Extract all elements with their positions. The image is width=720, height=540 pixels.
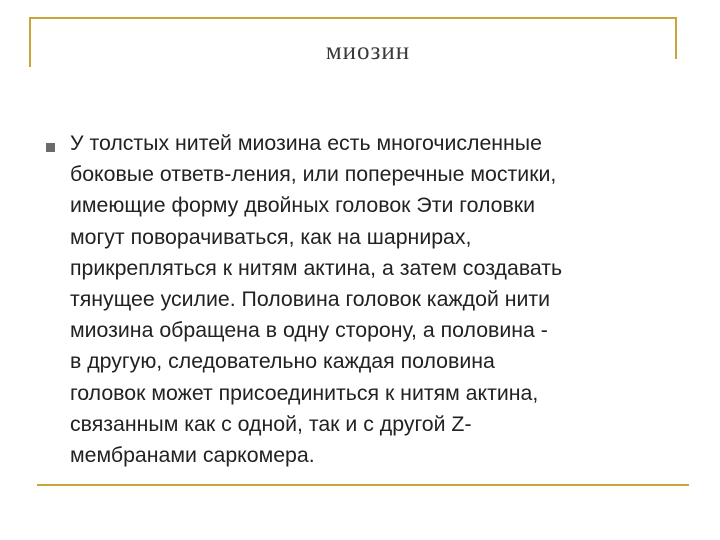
square-bullet-icon bbox=[46, 143, 55, 152]
slide-title: миозин bbox=[325, 38, 411, 65]
frame-top-line bbox=[29, 17, 677, 19]
bullet-text: У толстых нитей миозина есть многочисленные боковые ответв-ления, или поперечные мостики, имеющие форму двойных головок Эти головки могут поворачиваться, как на шарнирах, прикрепляться к нитям актина, а затем создавать тянущее усилие. Половина головок каждой нити миозина обращена в одну сторону, а половина - в другую, следовательно каждая половина головок может присоединиться к нитям актина, связанным как с одной, так и с другой Z- мембранами саркомера. bbox=[70, 131, 563, 468]
bullet-item bbox=[38, 128, 688, 471]
slide-title-container bbox=[0, 38, 720, 66]
frame-bottom-line bbox=[37, 484, 689, 486]
slide-content bbox=[38, 128, 688, 471]
